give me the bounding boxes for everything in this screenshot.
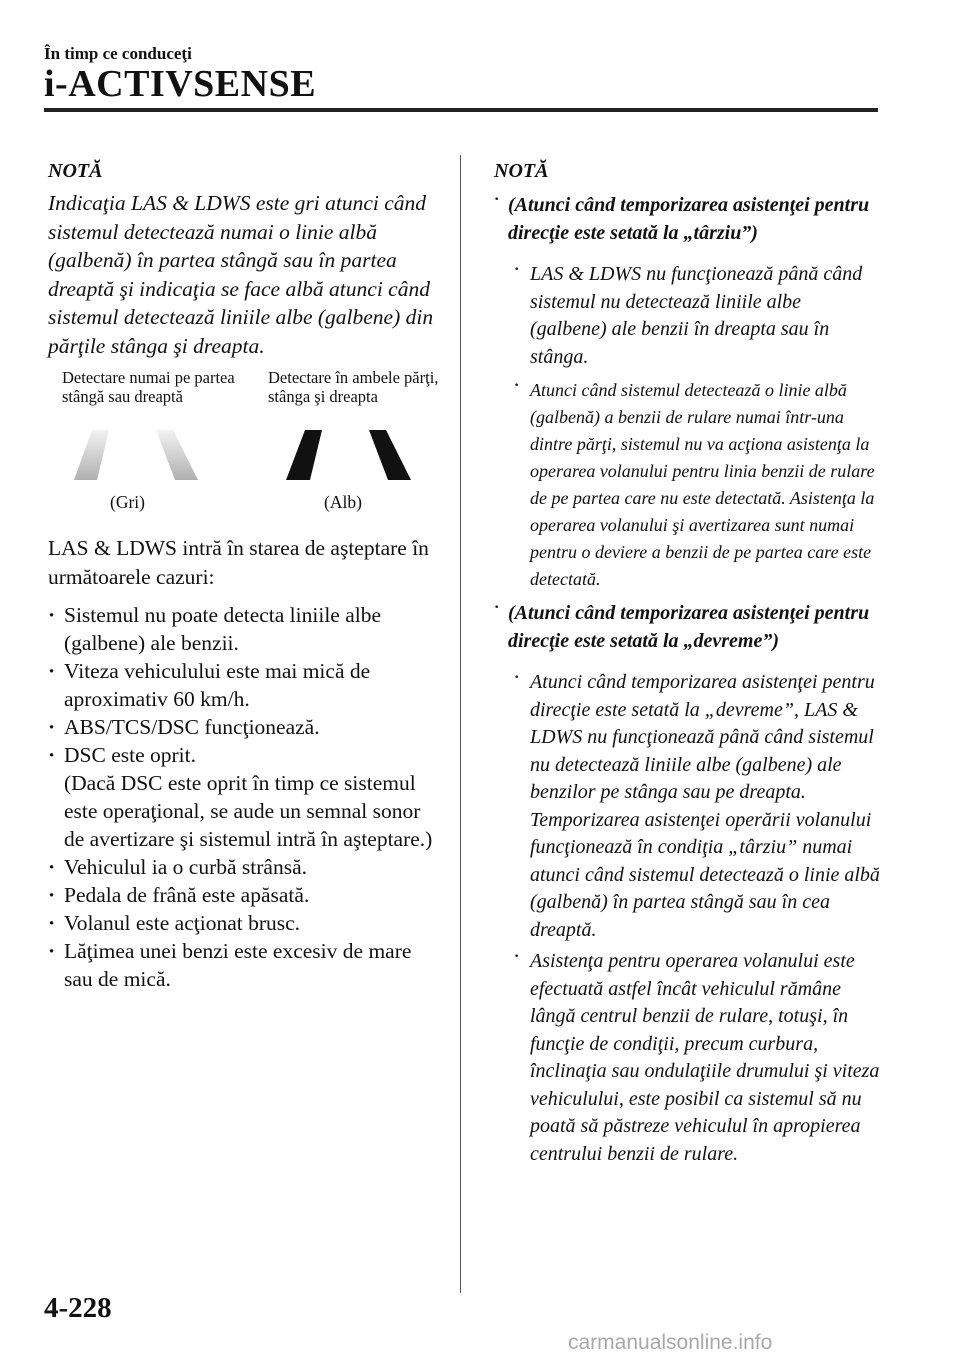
note-label: NOTĂ [494, 160, 549, 182]
bullet-dot: · [514, 261, 520, 278]
early-timing-heading: (Atunci când temporizarea asistenţei pentru direcţie este setată la „devreme”) [508, 602, 870, 652]
list-item: · Asistenţa pentru operarea volanului este efectuată astfel încât vehiculul rămâne lângă centrul benzii de rulare, totuşi, în funcţie de condiţii, precum curbura, înclinaţia sau ondulaţiile drumului şi viteza vehiculului, este posibil ca sistemul să nu poată să păstreze vehiculul în apropierea centrului benzii de rulare. [514, 948, 880, 1165]
section-title: În timp ce conduceţi [44, 44, 192, 63]
list-item: · ABS/TCS/DSC funcţionează. [48, 713, 444, 741]
list-item: · Sistemul nu poate detecta liniile albe (galbene) ale benzii. [48, 601, 444, 657]
bullet-dot: · [494, 599, 500, 616]
list-item: · Viteza vehiculului este mai mică de aproximativ 60 km/h. [48, 657, 444, 713]
late-timing-section [494, 191, 882, 247]
gray-lane-line-right [156, 430, 198, 480]
note-text: Indicaţia LAS & LDWS este gri atunci când sistemul detectează numai o linie albă (galbenă) în partea stângă sau în partea dreaptă şi indicaţia se face albă atunci când sistemul detectează liniile albe (galbene) din părţile stânga şi dreapta. [48, 191, 434, 358]
standby-conditions [48, 601, 444, 993]
dsc-note: (Dacă DSC este oprit în timp ce sistemul este operaţional, se aude un semnal sonor de avertizare şi sistemul intră în aşteptare.) [64, 771, 433, 851]
left-column [48, 160, 444, 993]
list-item: · DSC este oprit. (Dacă DSC este oprit în timp ce sistemul este operaţional, se aude un semnal sonor de avertizare şi sistemul intră în aşteptare.) [48, 741, 444, 853]
standby-intro: LAS & LDWS intră în starea de aşteptare în următoarele cazuri: [48, 536, 429, 589]
bullet-dot: · [514, 377, 520, 394]
bullet-dot: · [514, 669, 520, 686]
bullet-dot: · [514, 948, 520, 965]
figure-caption-one-side: Detectare numai pe partea stângă sau dreaptă [62, 368, 235, 406]
gray-lane-line-left [74, 430, 109, 480]
chapter-title: i-ACTIVSENSE [44, 63, 317, 105]
column-divider [460, 155, 461, 1293]
figure-label-gray: (Gri) [110, 492, 145, 512]
list-item: · Pedala de frână este apăsată. [48, 881, 444, 909]
list-item: · Vehiculul ia o curbă strânsă. [48, 853, 444, 881]
lane-lines-illustration [48, 366, 444, 518]
watermark: carmanualsonline.info [568, 1331, 773, 1354]
white-lane-line-right [369, 430, 411, 480]
note-label: NOTĂ [48, 160, 103, 182]
list-item: · LAS & LDWS nu funcţionează până când sistemul nu detectează liniile albe (galbene) ale benzii în dreapta sau în stânga. [514, 261, 863, 368]
header-divider [44, 108, 878, 112]
right-column [494, 160, 882, 1168]
bullet-dot: · [494, 191, 500, 208]
list-item: · Atunci când temporizarea asistenţei pentru direcţie este setată la „devreme”, LAS & LDWS nu funcţionează până când sistemul nu detectează liniile albe (galbene) ale benzilor pe stânga sau pe dreapta. Temporizarea asistenţei operării volanului funcţionează în condiţia „târziu” numai atunci când sistemul detectează o linie albă (galbenă) în partea stângă sau în cea dreaptă. [514, 669, 880, 941]
list-item: · Volanul este acţionat brusc. [48, 909, 444, 937]
page-number: 4-228 [44, 1292, 112, 1324]
lane-detection-figure [48, 366, 444, 518]
list-item: · Lăţimea unei benzi este excesiv de mare sau de mică. [48, 937, 444, 993]
early-timing-section [494, 599, 882, 655]
late-timing-heading: (Atunci când temporizarea asistenţei pentru direcţie este setată la „târziu”) [508, 194, 870, 244]
figure-label-white: (Alb) [324, 492, 362, 512]
list-item: · Atunci când sistemul detectează o linie albă (galbenă) a benzii de rulare numai într-una dintre părţi, sistemul nu va acţiona asistenţa la operarea volanului pentru linia benzii de rulare de pe partea care nu este detectată. Asistenţa la operarea volanului şi avertizarea sunt numai pentru o deviere a benzii de pe partea care este detectată. [514, 377, 875, 589]
white-lane-line-left [286, 430, 322, 480]
figure-caption-both-sides: Detectare în ambele părţi, stânga şi dreapta [268, 368, 439, 406]
